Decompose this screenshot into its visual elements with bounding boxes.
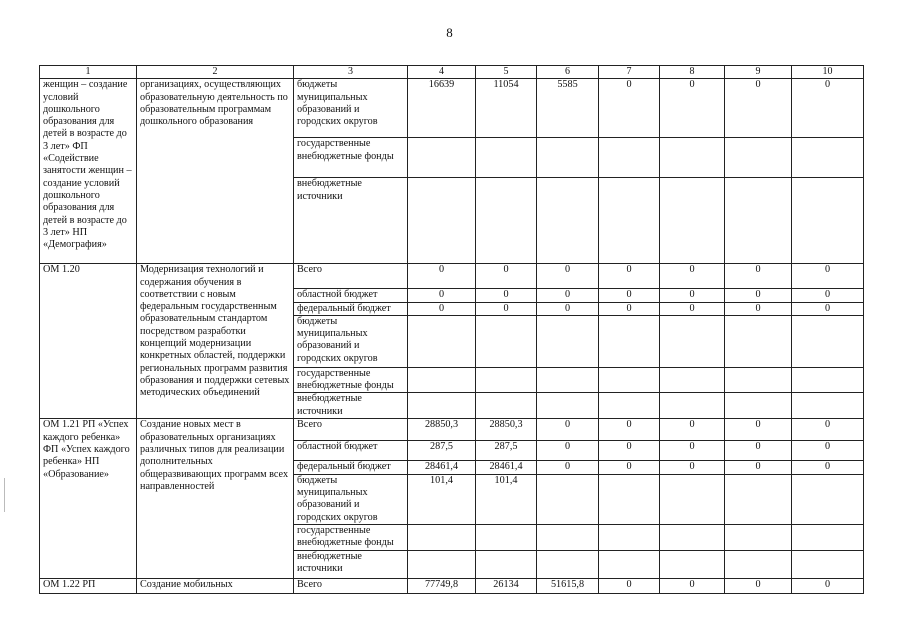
amount-cell: 0 bbox=[792, 264, 864, 289]
amount-cell: 0 bbox=[725, 461, 792, 474]
amount-cell bbox=[537, 550, 599, 578]
column-number: 7 bbox=[599, 66, 660, 79]
amount-cell: 0 bbox=[599, 264, 660, 289]
amount-cell bbox=[725, 367, 792, 393]
event-code-cell: женщин – создание условий дошкольного образования для детей в возрасте до 3 лет» ФП «Содействие занятости женщин – создание условий дошкольного образования для детей в возрасте до 3 лет» НП «Демография» bbox=[40, 79, 137, 264]
amount-cell bbox=[537, 178, 599, 264]
amount-cell: 0 bbox=[792, 79, 864, 138]
amount-cell: 0 bbox=[408, 264, 476, 289]
column-number: 5 bbox=[476, 66, 537, 79]
event-description-cell: Создание новых мест в образовательных организациях различных типов для реализации дополнительных общеразвивающих программ всех направленностей bbox=[137, 419, 294, 578]
amount-cell bbox=[725, 178, 792, 264]
amount-cell bbox=[476, 393, 537, 419]
funding-source-cell: бюджеты муниципальных образований и городских округов bbox=[294, 79, 408, 138]
event-code-cell: ОМ 1.21 РП «Успех каждого ребенка» ФП «Успех каждого ребенка» НП «Образование» bbox=[40, 419, 137, 578]
funding-source-cell: бюджеты муниципальных образований и городских округов bbox=[294, 474, 408, 524]
amount-cell bbox=[725, 393, 792, 419]
amount-cell bbox=[792, 550, 864, 578]
amount-cell: 0 bbox=[792, 289, 864, 302]
amount-cell: 0 bbox=[660, 419, 725, 441]
amount-cell bbox=[792, 393, 864, 419]
amount-cell: 0 bbox=[537, 441, 599, 461]
amount-cell: 0 bbox=[599, 419, 660, 441]
amount-cell: 0 bbox=[792, 302, 864, 315]
amount-cell bbox=[660, 315, 725, 367]
amount-cell: 0 bbox=[660, 578, 725, 593]
amount-cell bbox=[408, 550, 476, 578]
amount-cell bbox=[476, 524, 537, 550]
funding-source-cell: внебюджетные источники bbox=[294, 393, 408, 419]
funding-source-cell: областной бюджет bbox=[294, 441, 408, 461]
amount-cell bbox=[537, 138, 599, 178]
table-row bbox=[40, 419, 864, 441]
amount-cell bbox=[476, 550, 537, 578]
amount-cell: 0 bbox=[599, 461, 660, 474]
amount-cell bbox=[476, 178, 537, 264]
event-code-cell: ОМ 1.20 bbox=[40, 264, 137, 419]
amount-cell bbox=[725, 315, 792, 367]
amount-cell: 0 bbox=[408, 289, 476, 302]
amount-cell: 0 bbox=[792, 578, 864, 593]
event-code-cell: ОМ 1.22 РП bbox=[40, 578, 137, 593]
amount-cell: 0 bbox=[660, 441, 725, 461]
column-number: 9 bbox=[725, 66, 792, 79]
amount-cell: 0 bbox=[725, 578, 792, 593]
amount-cell bbox=[408, 393, 476, 419]
amount-cell: 0 bbox=[537, 289, 599, 302]
column-number: 4 bbox=[408, 66, 476, 79]
table-row bbox=[40, 264, 864, 289]
amount-cell bbox=[792, 178, 864, 264]
event-description-cell: организациях, осуществляющих образовательную деятельность по образовательным программам дошкольного образования bbox=[137, 79, 294, 264]
amount-cell: 101,4 bbox=[476, 474, 537, 524]
amount-cell: 0 bbox=[725, 302, 792, 315]
amount-cell bbox=[408, 524, 476, 550]
column-number: 2 bbox=[137, 66, 294, 79]
amount-cell bbox=[599, 367, 660, 393]
amount-cell: 28850,3 bbox=[476, 419, 537, 441]
funding-source-cell: бюджеты муниципальных образований и городских округов bbox=[294, 315, 408, 367]
column-number: 8 bbox=[660, 66, 725, 79]
amount-cell bbox=[537, 474, 599, 524]
table-row bbox=[40, 79, 864, 138]
funding-source-cell: областной бюджет bbox=[294, 289, 408, 302]
amount-cell bbox=[537, 393, 599, 419]
amount-cell: 0 bbox=[660, 289, 725, 302]
amount-cell bbox=[599, 138, 660, 178]
amount-cell bbox=[537, 524, 599, 550]
page-number: 8 bbox=[446, 25, 453, 40]
amount-cell: 11054 bbox=[476, 79, 537, 138]
table-row bbox=[40, 578, 864, 593]
amount-cell bbox=[660, 178, 725, 264]
amount-cell bbox=[537, 315, 599, 367]
amount-cell bbox=[599, 550, 660, 578]
amount-cell: 0 bbox=[599, 289, 660, 302]
amount-cell: 0 bbox=[599, 578, 660, 593]
amount-cell bbox=[599, 393, 660, 419]
amount-cell bbox=[476, 315, 537, 367]
amount-cell bbox=[725, 474, 792, 524]
amount-cell: 0 bbox=[725, 441, 792, 461]
amount-cell: 51615,8 bbox=[537, 578, 599, 593]
amount-cell: 28461,4 bbox=[408, 461, 476, 474]
amount-cell bbox=[792, 367, 864, 393]
column-number: 1 bbox=[40, 66, 137, 79]
amount-cell: 0 bbox=[660, 302, 725, 315]
amount-cell bbox=[725, 524, 792, 550]
amount-cell: 287,5 bbox=[476, 441, 537, 461]
amount-cell: 0 bbox=[599, 302, 660, 315]
amount-cell bbox=[408, 178, 476, 264]
amount-cell: 0 bbox=[537, 461, 599, 474]
column-number: 3 bbox=[294, 66, 408, 79]
column-number: 6 bbox=[537, 66, 599, 79]
amount-cell: 0 bbox=[537, 419, 599, 441]
amount-cell: 28461,4 bbox=[476, 461, 537, 474]
amount-cell: 28850,3 bbox=[408, 419, 476, 441]
amount-cell bbox=[476, 138, 537, 178]
amount-cell bbox=[660, 393, 725, 419]
amount-cell: 0 bbox=[476, 289, 537, 302]
amount-cell: 0 bbox=[660, 79, 725, 138]
funding-source-cell: федеральный бюджет bbox=[294, 461, 408, 474]
funding-source-cell: внебюджетные источники bbox=[294, 550, 408, 578]
amount-cell bbox=[725, 138, 792, 178]
column-number-row bbox=[40, 66, 864, 79]
funding-source-cell: государственные внебюджетные фонды bbox=[294, 367, 408, 393]
amount-cell bbox=[476, 367, 537, 393]
funding-source-cell: Всего bbox=[294, 264, 408, 289]
amount-cell bbox=[537, 367, 599, 393]
amount-cell bbox=[408, 367, 476, 393]
amount-cell: 0 bbox=[792, 441, 864, 461]
amount-cell bbox=[599, 315, 660, 367]
amount-cell: 0 bbox=[476, 302, 537, 315]
funding-source-cell: Всего bbox=[294, 578, 408, 593]
amount-cell: 101,4 bbox=[408, 474, 476, 524]
amount-cell bbox=[408, 138, 476, 178]
amount-cell bbox=[660, 474, 725, 524]
amount-cell bbox=[792, 474, 864, 524]
funding-source-cell: федеральный бюджет bbox=[294, 302, 408, 315]
amount-cell bbox=[660, 138, 725, 178]
amount-cell: 0 bbox=[660, 461, 725, 474]
amount-cell: 0 bbox=[725, 264, 792, 289]
amount-cell bbox=[660, 550, 725, 578]
funding-source-cell: государственные внебюджетные фонды bbox=[294, 524, 408, 550]
amount-cell: 0 bbox=[725, 79, 792, 138]
amount-cell: 0 bbox=[599, 79, 660, 138]
amount-cell: 0 bbox=[792, 461, 864, 474]
amount-cell: 0 bbox=[537, 302, 599, 315]
column-number: 10 bbox=[792, 66, 864, 79]
amount-cell bbox=[792, 524, 864, 550]
budget-table bbox=[39, 65, 864, 594]
amount-cell: 0 bbox=[725, 289, 792, 302]
amount-cell bbox=[408, 315, 476, 367]
amount-cell: 0 bbox=[660, 264, 725, 289]
amount-cell bbox=[660, 367, 725, 393]
funding-source-cell: государственные внебюджетные фонды bbox=[294, 138, 408, 178]
amount-cell bbox=[792, 138, 864, 178]
amount-cell: 0 bbox=[792, 419, 864, 441]
amount-cell: 16639 bbox=[408, 79, 476, 138]
amount-cell: 0 bbox=[725, 419, 792, 441]
amount-cell bbox=[725, 550, 792, 578]
amount-cell: 287,5 bbox=[408, 441, 476, 461]
amount-cell: 0 bbox=[408, 302, 476, 315]
amount-cell: 77749,8 bbox=[408, 578, 476, 593]
amount-cell bbox=[792, 315, 864, 367]
amount-cell bbox=[660, 524, 725, 550]
funding-source-cell: Всего bbox=[294, 419, 408, 441]
amount-cell bbox=[599, 178, 660, 264]
funding-source-cell: внебюджетные источники bbox=[294, 178, 408, 264]
amount-cell: 0 bbox=[476, 264, 537, 289]
amount-cell: 26134 bbox=[476, 578, 537, 593]
scan-edge-mark bbox=[4, 478, 5, 512]
amount-cell bbox=[599, 474, 660, 524]
event-description-cell: Модернизация технологий и содержания обучения в соответствии с новым федеральным государственным образовательным стандартом посредством разработки концепций модернизации конкретных областей, поддержки региональных программ развития образования и поддержки сетевых методических объединений bbox=[137, 264, 294, 419]
amount-cell: 0 bbox=[537, 264, 599, 289]
amount-cell bbox=[599, 524, 660, 550]
amount-cell: 0 bbox=[599, 441, 660, 461]
amount-cell: 5585 bbox=[537, 79, 599, 138]
event-description-cell: Создание мобильных bbox=[137, 578, 294, 593]
